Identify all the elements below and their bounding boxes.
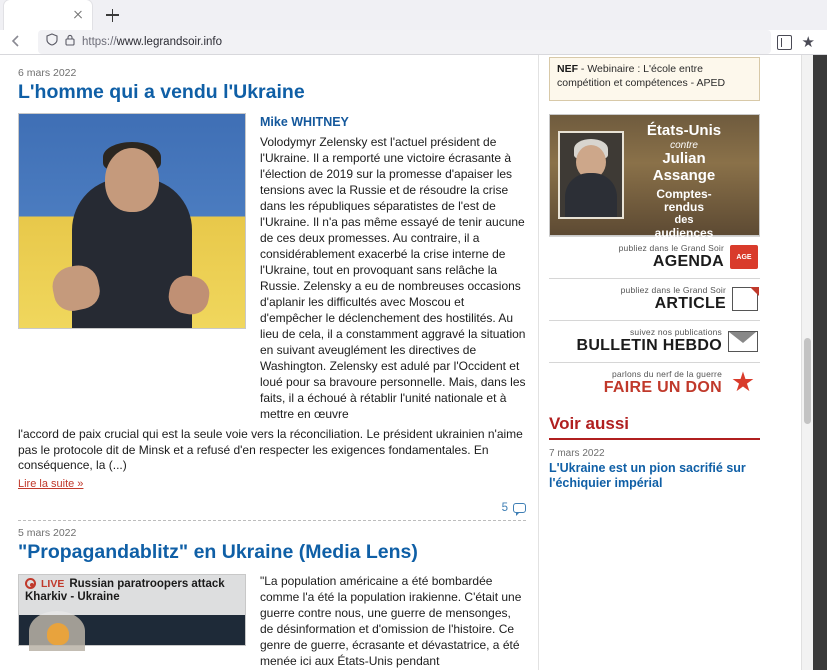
related-article-date: 7 mars 2022 — [549, 447, 605, 459]
toolbar-actions — [777, 35, 819, 50]
article-title-link[interactable]: "Propagandablitz" en Ukraine (Media Lens) — [18, 541, 418, 564]
sidebar — [538, 55, 768, 670]
article-item — [18, 67, 526, 521]
web-page — [0, 55, 801, 670]
promo-title: ARTICLE — [654, 295, 726, 313]
live-indicator-icon — [25, 578, 36, 589]
url-scheme: https:// — [82, 36, 117, 48]
article-body — [18, 574, 526, 670]
close-icon[interactable] — [70, 7, 86, 23]
banner-text — [615, 123, 753, 240]
document-badge-icon — [732, 287, 758, 311]
promo-notice-text: - Webinaire : L'école entre compétition et compétences - APED — [557, 63, 726, 89]
reader-view-icon[interactable] — [777, 35, 792, 50]
sidebar-promo-agenda[interactable] — [549, 236, 760, 278]
section-heading-voir-aussi: Voir aussi — [549, 414, 760, 440]
desktop-background-edge — [813, 55, 827, 670]
tab-strip — [0, 0, 827, 30]
assange-banner[interactable] — [549, 114, 760, 240]
page-right-gutter — [768, 55, 788, 670]
promo-notice-prefix: NEF — [557, 63, 578, 75]
article-footer — [18, 502, 526, 521]
article-date: 6 mars 2022 — [18, 67, 77, 79]
article-body — [18, 113, 526, 422]
promo-notice[interactable] — [549, 57, 760, 101]
url-text — [82, 36, 222, 48]
promo-title: AGENDA — [652, 253, 724, 271]
sidebar-promo-article[interactable] — [549, 278, 760, 320]
url-host: www.legrandsoir.info — [116, 36, 223, 48]
banner-line-8: audiences — [654, 225, 714, 240]
live-headline-2: Kharkiv - Ukraine — [25, 590, 120, 603]
banner-line-1: États-Unis — [646, 122, 722, 139]
banner-line-4: Assange — [652, 166, 716, 184]
comment-count[interactable]: 5 — [501, 502, 508, 515]
shield-icon — [46, 33, 58, 51]
navigation-toolbar — [0, 30, 827, 55]
article-byline[interactable]: Mike WHITNEY — [260, 115, 349, 130]
banner-line-7: des — [674, 214, 694, 227]
promo-subtitle: publiez dans le Grand Soir — [618, 243, 724, 253]
envelope-icon — [728, 331, 758, 352]
live-headline-1: Russian paratroopers attack — [69, 577, 225, 590]
promo-subtitle: parlons du nerf de la guerre — [611, 368, 722, 379]
article-date: 5 mars 2022 — [18, 527, 77, 540]
sidebar-promo-bulletin[interactable] — [549, 320, 760, 362]
article-excerpt: "La population américaine a été bombardée comme l'a été la population irakienne. C'était une guerre contre nous, une guerre de mensonges, de désinformation et d'omission de l'histoire. Ce genre de guerre, écrasante et dévastatrice, a été menée ici aux États-Unis pendant — [260, 573, 522, 668]
article-excerpt-continued: l'accord de paix crucial qui est la seule voie vers la réconciliation. Le président ukrainien n'aime pas le protocole dit de Minsk et a refusé d'en respecter les exigences fondamentales. En conséquence, la (...) — [18, 426, 523, 473]
comment-icon[interactable] — [513, 503, 526, 513]
read-more-link[interactable]: Lire la suite » — [18, 478, 84, 491]
promo-title: BULLETIN HEBDO — [576, 337, 722, 355]
promo-subtitle: suivez nos publications — [629, 326, 722, 337]
related-article-item — [549, 448, 760, 492]
agenda-badge-icon: AGE — [730, 245, 758, 269]
star-icon: ★ — [730, 367, 756, 398]
new-tab-button[interactable] — [98, 1, 126, 29]
article-list — [18, 55, 538, 670]
banner-line-3: Julian — [662, 149, 706, 167]
article-item — [18, 527, 526, 669]
promo-title: FAIRE UN DON — [603, 379, 722, 397]
back-icon[interactable] — [8, 33, 26, 51]
banner-line-2: contre — [670, 139, 698, 151]
article-image — [18, 113, 246, 329]
banner-line-6: rendus — [663, 200, 704, 215]
browser-tab[interactable] — [4, 0, 92, 30]
live-badge: LIVE — [41, 577, 65, 590]
article-image — [18, 574, 246, 646]
banner-line-5: Comptes- — [656, 186, 712, 201]
article-excerpt: Volodymyr Zelensky est l'actuel président de l'Ukraine. Il a remporté une victoire écrasante à l'élection de 2019 sur la promesse d'apaiser les tensions avec la Russie et de résoudre la crise dans les républiques séparatistes de l'est de l'Ukraine. Il n'a pas même essayé de tenir aucune de ces deux promesses. Au contraire, il a considérablement exacerbé la crise interne de l'Ukraine, tout en provoquant sans relâche la Russie. Zelensky a eu de nombreuses occasions d'aplanir les difficultés avec Moscou et d'empêcher le déclenchement des hostilités. Au lieu de cela, il a constamment aggravé la situation en suivant aveuglément les directives de Washington. Zelensky est adulé par l'Occident et loué pour sa bravoure personnelle. Mais, dans les faits, il a échoué à rétablir l'unité nationale et à mettre en œuvre — [260, 135, 526, 421]
scrollbar-thumb[interactable] — [804, 338, 811, 424]
page-viewport — [0, 55, 827, 670]
article-text-column — [260, 113, 526, 422]
address-bar[interactable] — [38, 30, 771, 54]
vertical-scrollbar[interactable] — [801, 55, 813, 670]
article-text-column — [260, 574, 526, 670]
related-article-link[interactable]: L'Ukraine est un pion sacrifié sur l'échiquier impérial — [549, 460, 746, 490]
bookmark-icon[interactable]: ★ — [801, 33, 815, 51]
lock-icon — [65, 33, 75, 51]
article-title-link[interactable]: L'homme qui a vendu l'Ukraine — [18, 81, 305, 103]
promo-subtitle: publiez dans le Grand Soir — [620, 284, 726, 295]
sidebar-promo-donate[interactable] — [549, 362, 760, 404]
